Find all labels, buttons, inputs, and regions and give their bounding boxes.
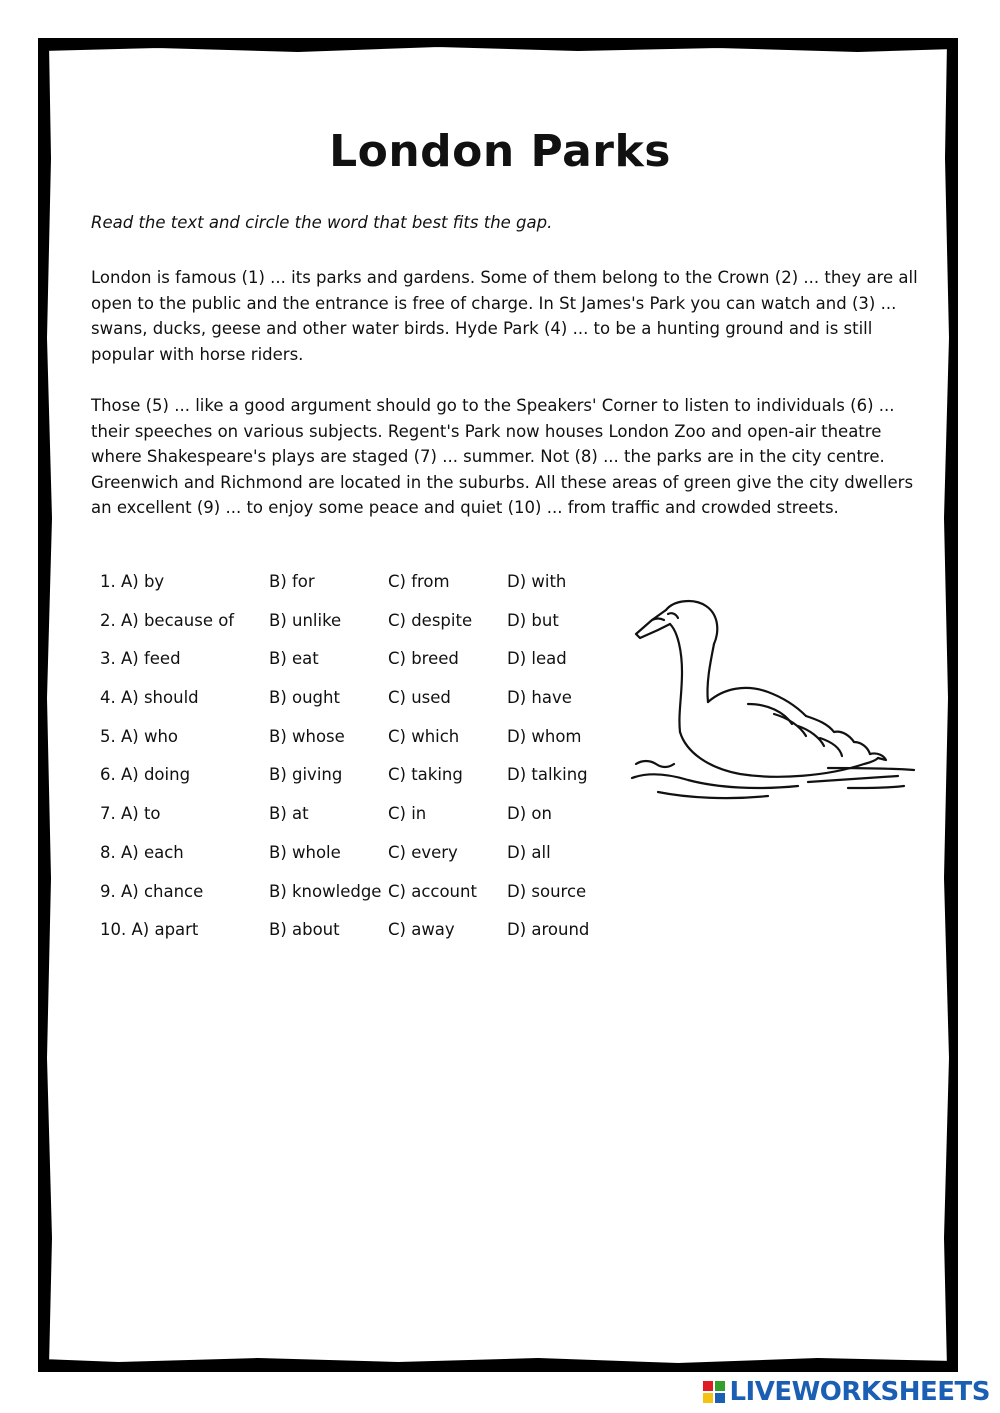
option-a[interactable]: 8. A) each — [100, 842, 184, 862]
option-a[interactable]: 6. A) doing — [100, 765, 191, 785]
option-d[interactable]: D) around — [507, 920, 590, 940]
option-c[interactable]: C) away — [388, 920, 455, 940]
option-a[interactable]: 4. A) should — [100, 688, 199, 708]
option-a[interactable]: 10. A) apart — [100, 920, 199, 940]
option-c[interactable]: C) in — [388, 804, 427, 824]
option-a[interactable]: 1. A) by — [100, 572, 165, 591]
option-b[interactable]: B) ought — [269, 688, 340, 708]
instruction-text: Read the text and circle the word that best fits the gap. — [91, 213, 553, 232]
option-d[interactable]: D) all — [507, 842, 551, 862]
option-d[interactable]: D) with — [507, 572, 567, 591]
option-c[interactable]: C) used — [388, 688, 451, 708]
option-d[interactable]: D) source — [507, 881, 587, 901]
reading-paragraph-1: London is famous (1) ... its parks and gardens. Some of them belong to the Crown (2) ... they are all open to the public and the entrance is free of charge. In St James's Park you can watch and (3) ... swans, ducks, geese and other water birds. Hyde Park (4) ... to be a hunting ground and is still popular with horse riders. — [91, 268, 918, 364]
logo-square-red — [703, 1381, 713, 1391]
logo-square-blue — [715, 1393, 725, 1403]
option-d[interactable]: D) have — [507, 688, 572, 708]
brand-name: LIVEWORKSHEETS — [729, 1377, 990, 1407]
option-b[interactable]: B) eat — [269, 649, 319, 669]
option-a[interactable]: 9. A) chance — [100, 881, 204, 901]
option-b[interactable]: B) at — [269, 804, 309, 824]
option-c[interactable]: C) account — [388, 881, 477, 901]
option-d[interactable]: D) on — [507, 804, 552, 824]
option-b[interactable]: B) whole — [269, 842, 341, 862]
liveworksheets-brand[interactable] — [703, 1377, 990, 1407]
option-b[interactable]: B) knowledge — [269, 881, 382, 901]
logo-square-yellow — [703, 1393, 713, 1403]
liveworksheets-logo-icon — [703, 1381, 725, 1403]
option-b[interactable]: B) about — [269, 920, 340, 940]
option-c[interactable]: C) every — [388, 842, 458, 862]
option-a[interactable]: 2. A) because of — [100, 610, 235, 630]
option-d[interactable]: D) but — [507, 610, 559, 630]
option-a[interactable]: 5. A) who — [100, 726, 179, 746]
option-d[interactable]: D) lead — [507, 649, 567, 669]
option-d[interactable]: D) talking — [507, 765, 588, 785]
logo-square-green — [715, 1381, 725, 1391]
option-a[interactable]: 7. A) to — [100, 804, 161, 824]
option-b[interactable]: B) giving — [269, 765, 343, 785]
option-b[interactable]: B) unlike — [269, 610, 342, 630]
option-a[interactable]: 3. A) feed — [100, 649, 181, 669]
option-c[interactable]: C) despite — [388, 610, 473, 630]
option-c[interactable]: C) taking — [388, 765, 463, 785]
option-b[interactable]: B) for — [269, 572, 315, 591]
option-b[interactable]: B) whose — [269, 726, 345, 746]
option-c[interactable]: C) which — [388, 726, 460, 746]
option-c[interactable]: C) breed — [388, 649, 459, 669]
page-title: London Parks — [329, 126, 671, 177]
swan-illustration — [628, 592, 920, 807]
option-c[interactable]: C) from — [388, 572, 450, 591]
option-d[interactable]: D) whom — [507, 726, 582, 746]
reading-paragraph-2: Those (5) ... like a good argument should go to the Speakers' Corner to listen to individuals (6) ... their speeches on various subjects. Regent's Park now houses London Zoo and open-air theatre where Shakespeare's plays are staged (7) ... summer. Not (8) ... the parks are in the city centre. Greenwich and Richmond are located in the suburbs. All these areas of green give the city dwellers an excellent (9) ... to enjoy some peace and quiet (10) ... from traffic and crowded streets. — [91, 396, 914, 518]
